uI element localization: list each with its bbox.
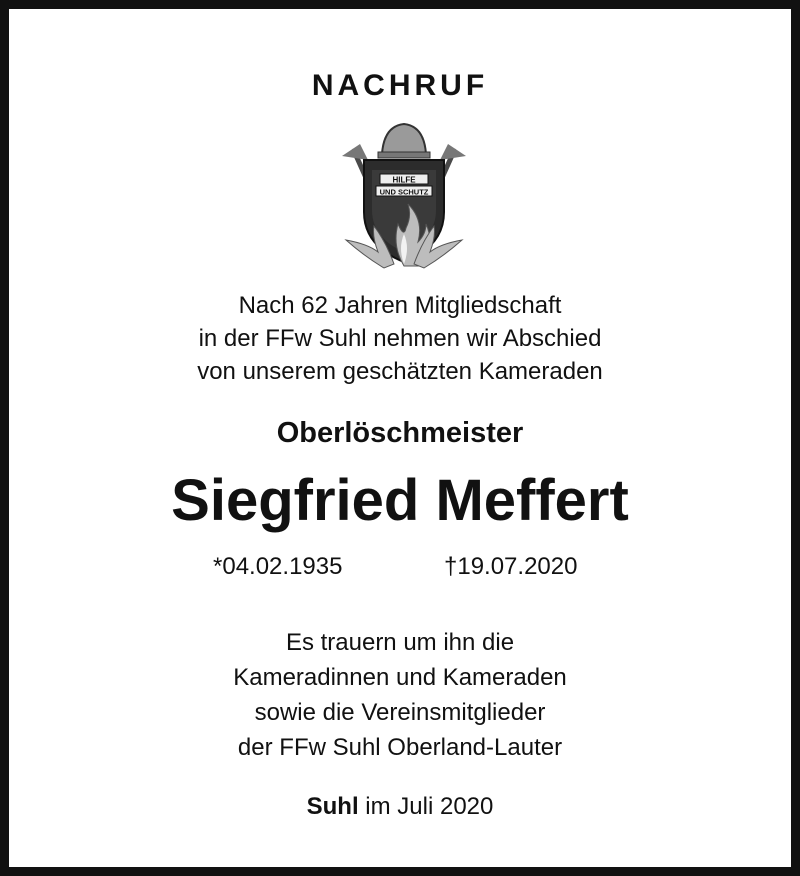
mourners-line: Es trauern um ihn die: [285, 629, 515, 656]
intro-text: [9, 289, 791, 388]
mourners-line: der FFw Suhl Oberland-Lauter: [237, 734, 563, 761]
emblem-text-und-schutz: UND SCHUTZ: [379, 187, 429, 197]
intro-line: Nach 62 Jahren Mitgliedschaft: [238, 292, 562, 319]
closing-line: [9, 793, 791, 821]
death-date: †19.07.2020: [444, 553, 578, 580]
deceased-rank: Oberlöschmeister: [276, 417, 524, 449]
mourners-line: Kameradinnen und Kameraden: [233, 664, 567, 691]
emblem-text-hilfe: HILFE: [392, 175, 416, 185]
intro-line: von unserem geschätzten Kameraden: [197, 358, 603, 385]
birth-date: *04.02.1935: [213, 553, 343, 580]
mourners-line: sowie die Vereinsmitglieder: [254, 699, 546, 726]
closing-place: Suhl: [306, 793, 359, 820]
intro-line: in der FFw Suhl nehmen wir Abschied: [198, 325, 602, 352]
fire-brigade-emblem-icon: [334, 116, 474, 274]
deceased-name: Siegfried Meffert: [171, 468, 629, 533]
mourners-text: [9, 625, 791, 765]
obituary-heading: NACHRUF: [311, 69, 489, 102]
closing-date: im Juli 2020: [358, 793, 494, 820]
